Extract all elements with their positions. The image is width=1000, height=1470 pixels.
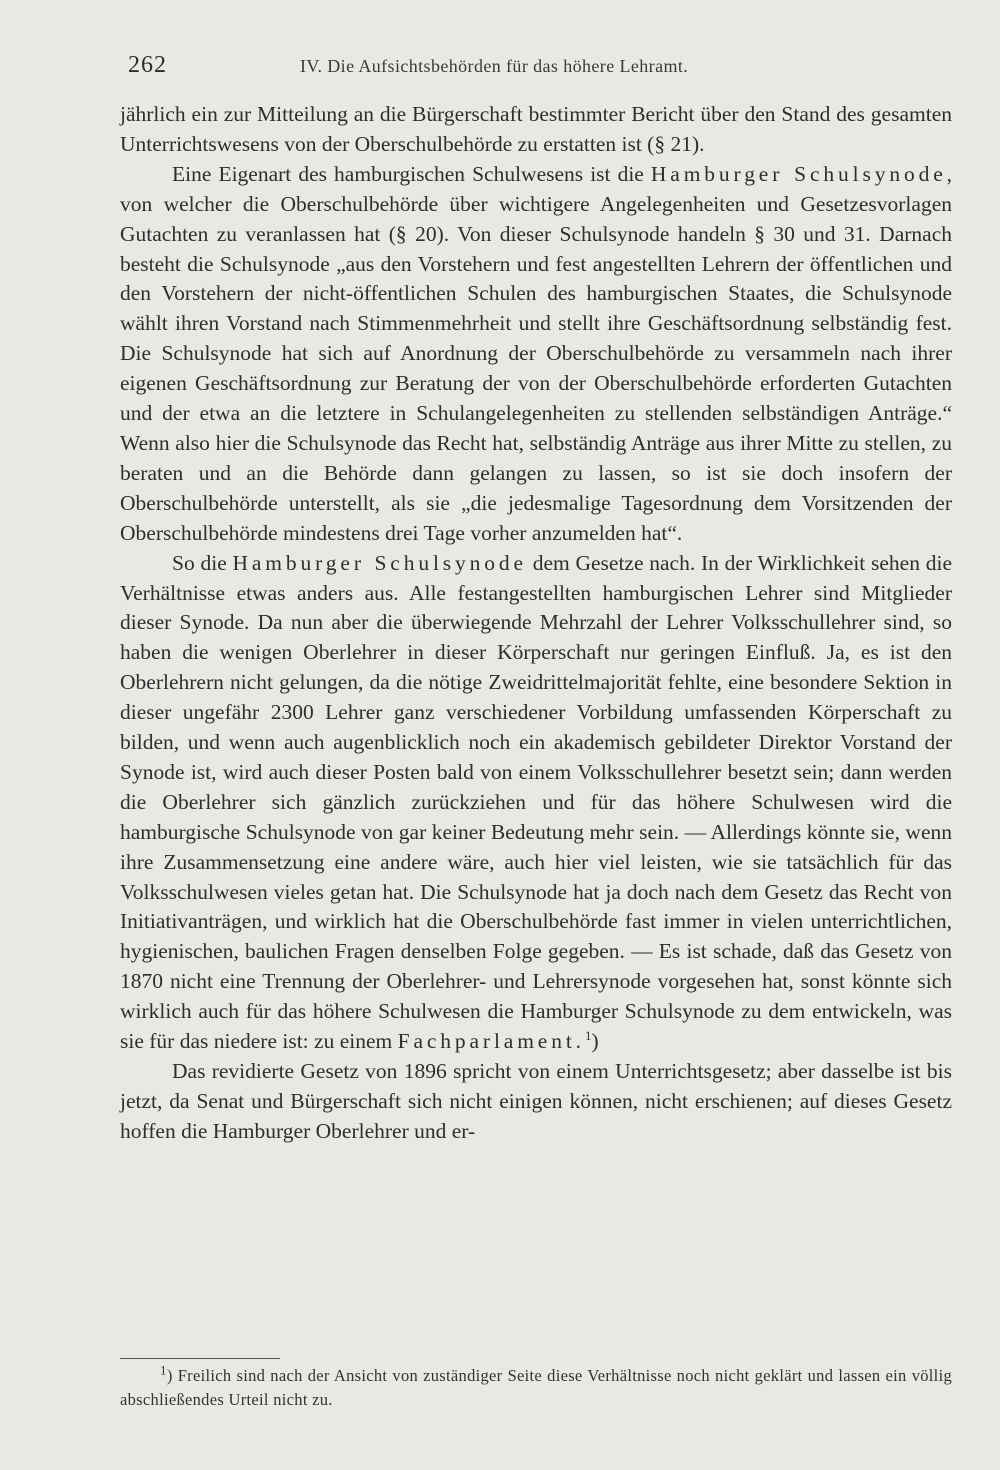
- page-header: [128, 52, 950, 86]
- page-number: 262: [128, 52, 167, 78]
- paragraph-1: jährlich ein zur Mitteilung an die Bürgerschaft bestimmter Bericht über den Stand des gesamten Unterrichtswesens von der Oberschulbehörde zu erstatten ist (§ 21).: [120, 102, 952, 156]
- paragraph-3-body: dem Gesetze nach. In der Wirklichkeit sehen die Verhältnisse etwas anders aus. Alle festangestellten hamburgischen Lehrer sind Mitglieder dieser Synode. Da nun aber die überwiegende Mehrzahl der Lehrer Volksschullehrer sind, so haben die wenigen Oberlehrer in dieser Körperschaft nur geringen Einfluß. Ja, es ist den Oberlehrern nicht gelungen, da die nötige Zweidrittelmajorität fehlte, eine besondere Sektion in dieser ungefähr 2300 Lehrer ganz verschiedener Vorbildung umfassenden Körperschaft zu bilden, und wenn auch augenblicklich noch ein akademisch gebildeter Direktor Vorstand der Synode ist, wird auch dieser Posten bald von einem Volksschullehrer besetzt sein; dann werden die Oberlehrer sich gänzlich zurückziehen und für das höhere Schulwesen wird die hamburgische Schulsynode von gar keiner Bedeutung mehr sein. — Allerdings könnte sie, wenn ihre Zusammensetzung eine andere wäre, auch hier viel leisten, wie sie tatsächlich für das Volksschulwesen vieles getan hat. Die Schulsynode hat ja doch nach dem Gesetz das Recht von Initiativanträgen, und wirklich hat die Oberschulbehörde fast immer in vielen unterrichtlichen, hygienischen, baulichen Fragen denselben Folge gegeben. — Es ist schade, daß das Gesetz von 1870 nicht eine Trennung der Oberlehrer- und Lehrersynode vorgesehen hat, sonst könnte sich wirklich auch für das höhere Schulwesen die Hamburger Schulsynode zu dem entwickeln, was sie für das niedere ist: zu einem: [120, 550, 952, 1054]
- paragraph-2-rest: , von welcher die Oberschulbehörde über wichtigere Angelegenheiten und Gesetzesvorlagen Gutachten zu veranlassen hat (§ 20). Von dieser Schulsynode handeln § 30 und 31. Darnach besteht die Schulsynode „aus den Vorstehern und fest angestellten Lehrern der öffentlichen und den Vorstehern der nicht-öffentlichen Schulen des hamburgischen Staates, die Schulsynode wählt ihren Vorstand nach Stimmenmehrheit und stellt ihre Geschäftsordnung selbständig fest. Die Schulsynode hat sich auf Anordnung der Oberschulbehörde zu versammeln nach ihrer eigenen Geschäftsordnung zur Beratung der von der Oberschulbehörde erforderten Gutachten und der etwa an die letztere in Schulangelegenheiten zu stellenden selbständigen Anträge.“ Wenn also hier die Schulsynode das Recht hat, selbständig Anträge aus ihrer Mitte zu stellen, zu beraten und an die Behörde dann gelangen zu lassen, so ist sie doch insofern der Oberschulbehörde unterstellt, als sie „die jedesmalige Tagesordnung dem Vorsitzenden der Oberschulbehörde mindestens drei Tage vorher anzumelden hat“.: [120, 161, 953, 545]
- footnotes: [120, 1364, 952, 1412]
- paragraph-2: [120, 160, 952, 549]
- footnote-1-text: Freilich sind nach der Ansicht von zuständiger Seite diese Verhältnisse noch nicht geklärt und lassen ein völlig abschließendes Urteil nicht zu.: [120, 1366, 952, 1409]
- footnote-1-paren: ): [166, 1366, 173, 1385]
- emphasis-fachparlament: Fachparlament.: [397, 1029, 585, 1054]
- emphasis-hamburger-schulsynode: Hamburger Schulsynode: [650, 161, 947, 186]
- paragraph-3: [120, 549, 952, 1057]
- main-text: [120, 100, 952, 1147]
- paragraph-3-start: So die: [172, 550, 233, 575]
- footnote-1: [120, 1364, 952, 1412]
- paragraph-4: Das revidierte Gesetz von 1896 spricht von einem Unterrichtsgesetz; aber dasselbe ist bis jetzt, da Senat und Bürgerschaft sich nicht einigen können, nicht erschienen; auf dieses Gesetz hoffen die Hamburger Oberlehrer und er-: [120, 1059, 952, 1143]
- running-title: IV. Die Aufsichtsbehörden für das höhere Lehramt.: [300, 56, 689, 76]
- footnote-reference-paren: ): [591, 1029, 599, 1054]
- footnote-reference[interactable]: 1: [584, 1027, 592, 1043]
- footnote-divider: [120, 1358, 280, 1359]
- paragraph-2-start: Eine Eigenart des hamburgischen Schulwesens ist die: [172, 161, 651, 186]
- emphasis-hamburger-schulsynode-2: Hamburger Schulsynode: [232, 550, 527, 575]
- footnote-1-mark: 1: [160, 1362, 167, 1378]
